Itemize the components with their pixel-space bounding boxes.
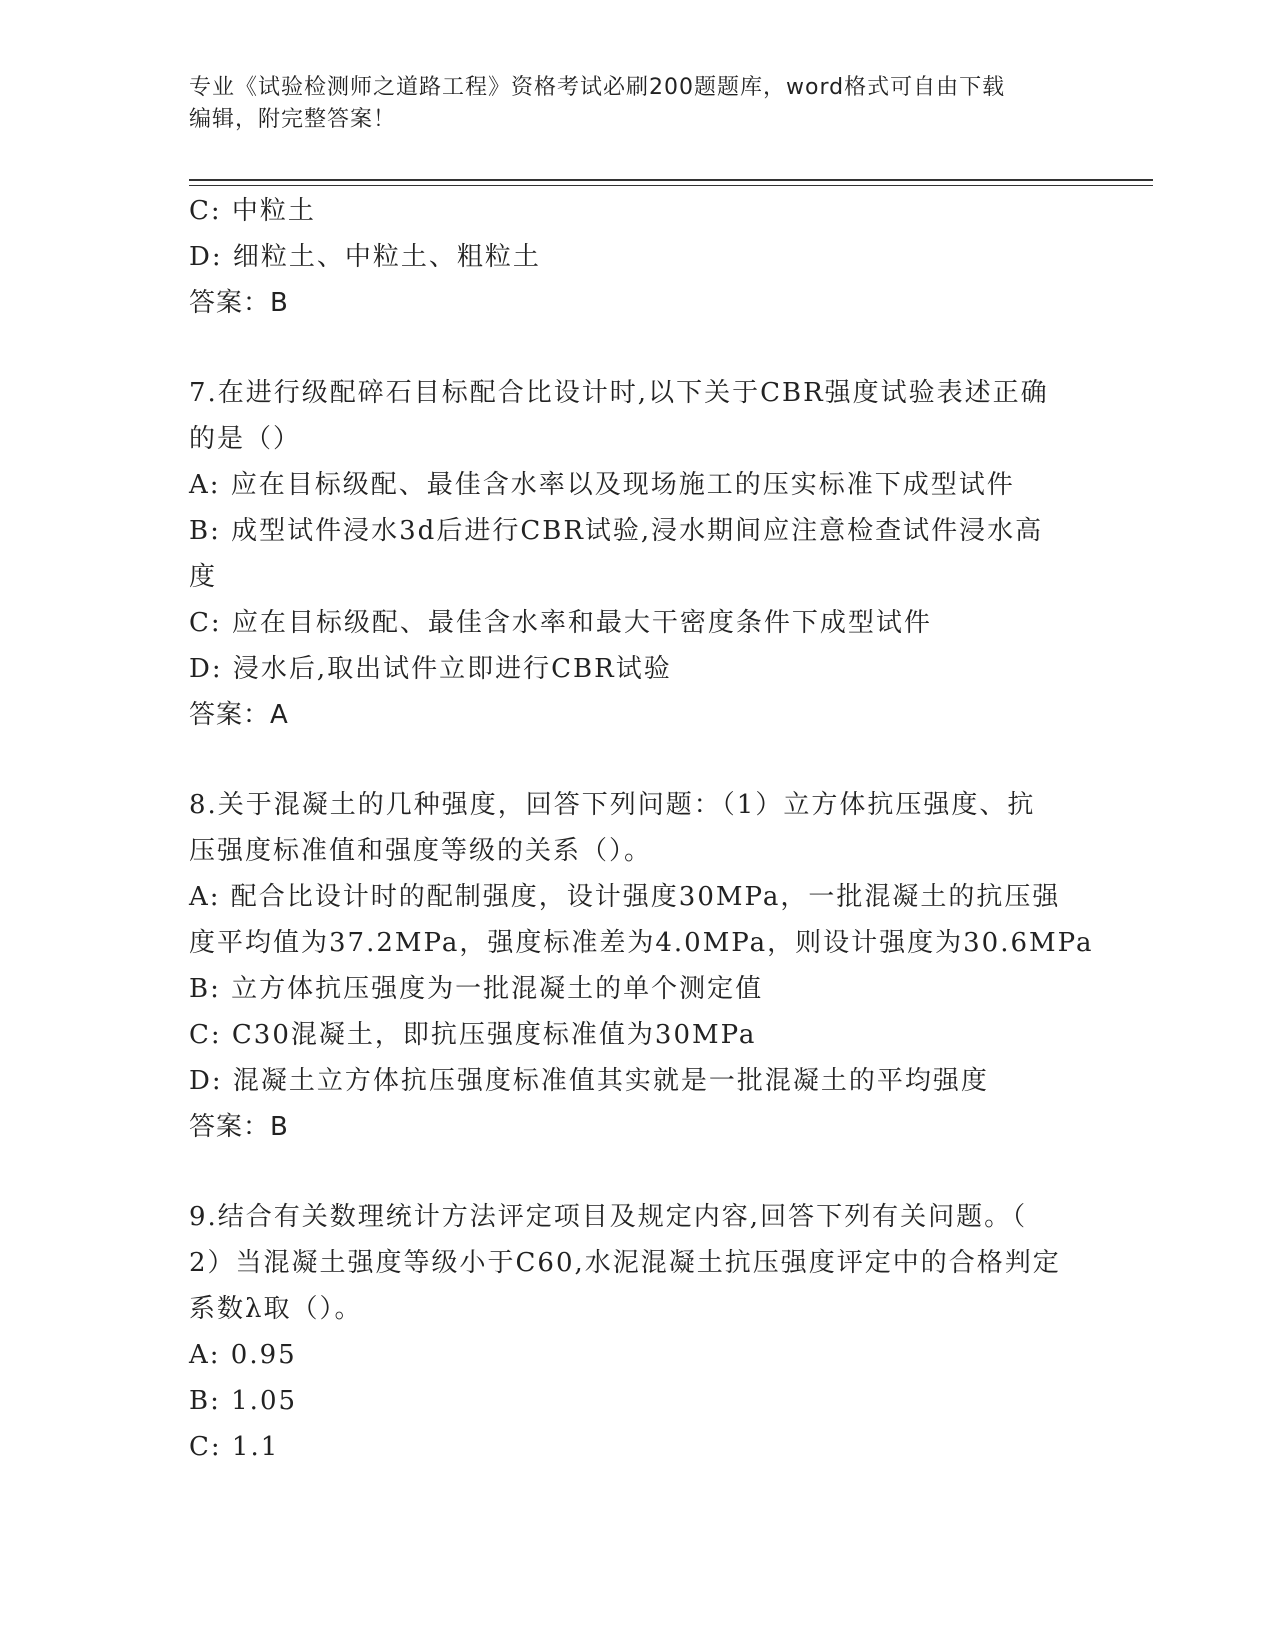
question-stem: 8.关于混凝土的几种强度，回答下列问题：（1）立方体抗压强度、抗	[189, 790, 1036, 820]
answer-value: B	[270, 1112, 289, 1142]
answer-label: 答案：	[189, 1112, 271, 1142]
answer-value: A	[270, 700, 289, 730]
document-header	[189, 72, 1089, 136]
prev-question-block	[189, 188, 1089, 326]
option-b: B: 成型试件浸水3d后进行CBR试验,浸水期间应注意检查试件浸水高	[189, 516, 1044, 546]
answer-label: 答案：	[189, 288, 271, 318]
answer-value: B	[270, 288, 289, 318]
answer-line	[189, 692, 1089, 738]
option-d: D: 浸水后,取出试件立即进行CBR试验	[189, 654, 672, 684]
option-d: D: 混凝土立方体抗压强度标准值其实就是一批混凝土的平均强度	[189, 1066, 989, 1096]
option-b: B: 1.05	[189, 1386, 298, 1416]
header-line-1: 专业《试验检测师之道路工程》资格考试必刷200题题库，word格式可自由下载	[189, 75, 1006, 100]
document-body	[189, 188, 1094, 1470]
option-a-continued: 度平均值为37.2MPa，强度标准差为4.0MPa，则设计强度为30.6MPa	[189, 928, 1094, 958]
option-c: C: 中粒土	[189, 196, 316, 226]
header-divider-thin	[189, 185, 1153, 186]
header-line-2: 编辑，附完整答案！	[189, 107, 397, 132]
option-a: A: 配合比设计时的配制强度，设计强度30MPa，一批混凝土的抗压强	[189, 882, 1061, 912]
header-divider	[189, 179, 1153, 181]
question-stem: 9.结合有关数理统计方法评定项目及规定内容,回答下列有关问题。（	[189, 1202, 1028, 1232]
option-b: B: 立方体抗压强度为一批混凝土的单个测定值	[189, 974, 764, 1004]
option-a: A: 0.95	[189, 1340, 297, 1370]
option-c: C: 1.1	[189, 1432, 280, 1462]
answer-line	[189, 1104, 1089, 1150]
question-7	[189, 370, 1089, 738]
option-c: C: 应在目标级配、最佳含水率和最大干密度条件下成型试件	[189, 608, 932, 638]
option-b-continued: 度	[189, 562, 218, 592]
option-c: C: C30混凝土，即抗压强度标准值为30MPa	[189, 1020, 757, 1050]
option-d: D: 细粒土、中粒土、粗粒土	[189, 242, 541, 272]
question-stem: 压强度标准值和强度等级的关系（）。	[189, 836, 653, 866]
question-stem: 的是（）	[189, 424, 302, 454]
question-stem: 2）当混凝土强度等级小于C60,水泥混凝土抗压强度评定中的合格判定	[189, 1248, 1061, 1278]
question-stem: 系数λ取（）。	[189, 1294, 363, 1324]
question-stem: 7.在进行级配碎石目标配合比设计时,以下关于CBR强度试验表述正确	[189, 378, 1049, 408]
answer-label: 答案：	[189, 700, 271, 730]
question-8	[189, 782, 1094, 1150]
answer-line	[189, 280, 1089, 326]
option-a: A: 应在目标级配、最佳含水率以及现场施工的压实标准下成型试件	[189, 470, 1015, 500]
question-9	[189, 1194, 1089, 1470]
